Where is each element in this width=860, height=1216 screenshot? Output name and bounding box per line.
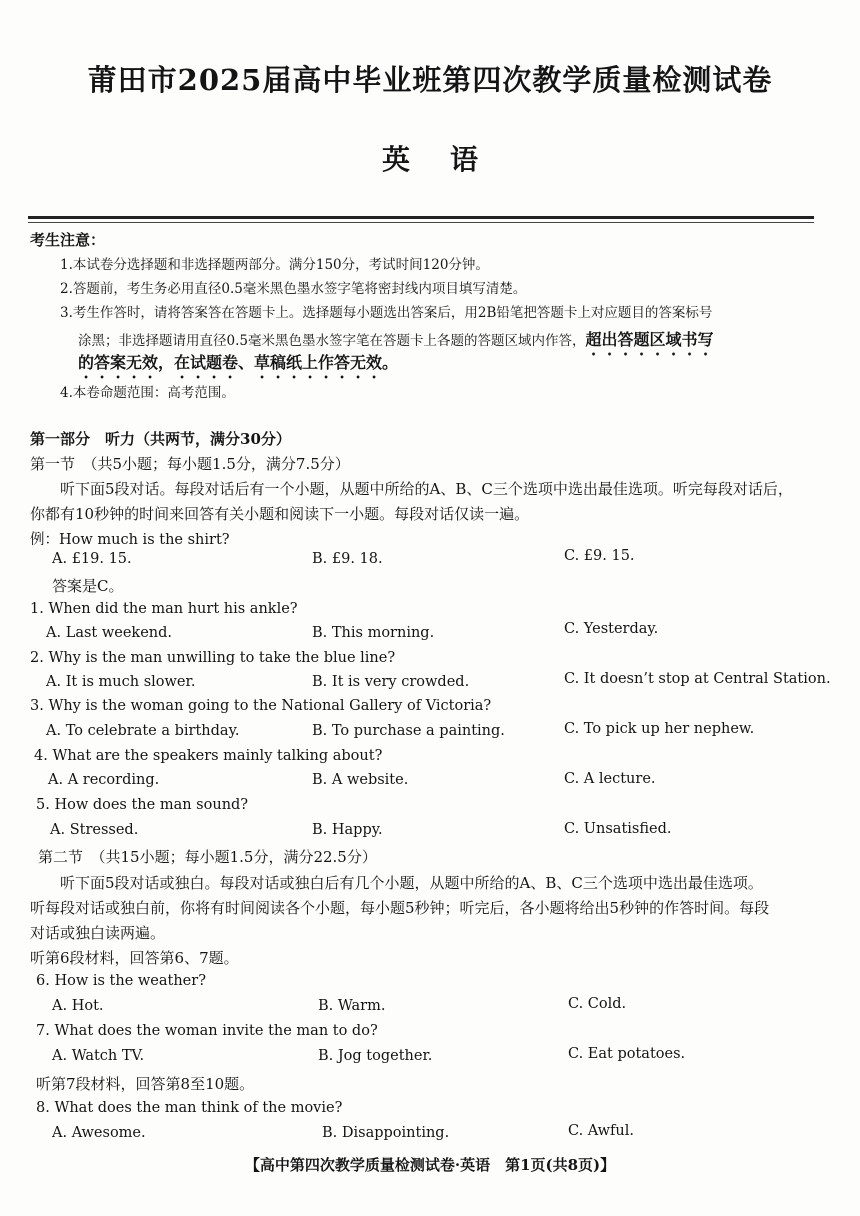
- q6-option-a: A. Hot.: [52, 998, 104, 1014]
- page-footer: 【高中第四次教学质量检测试卷·英语 第1页(共8页)】: [244, 1156, 616, 1174]
- section1-heading: 第一节 （共5小题；每小题1.5分，满分7.5分）: [30, 455, 350, 473]
- question-1: 1. When did the man hurt his ankle?: [30, 601, 298, 617]
- question-5: 5. How does the man sound?: [36, 797, 249, 813]
- notice-item-3-line-3: 的答案无效，在试题卷、草稿纸上作答无效。: [78, 353, 399, 372]
- q2-option-b: B. It is very crowded.: [312, 674, 470, 690]
- question-8: 8. What does the man think of the movie?: [36, 1100, 343, 1116]
- example-answer: 答案是C。: [52, 577, 124, 595]
- question-3: 3. Why is the woman going to the National Gallery of Victoria?: [30, 698, 492, 714]
- header-divider: [28, 216, 814, 219]
- section1-instructions-1: 听下面5段对话。每段对话后有一个小题，从题中所给的A、B、C三个选项中选出最佳选项。听完每段对话后，: [60, 480, 793, 498]
- q3-option-b: B. To purchase a painting.: [312, 723, 505, 739]
- question-7: 7. What does the woman invite the man to do?: [36, 1023, 378, 1039]
- q7-option-c: C. Eat potatoes.: [568, 1046, 686, 1062]
- q4-option-c: C. A lecture.: [564, 771, 656, 787]
- q8-option-b: B. Disappointing.: [322, 1125, 450, 1141]
- notice-item-3-emphasis: 超出答题区域书写: [585, 330, 714, 349]
- example-question: 例：How much is the shirt?: [30, 532, 230, 548]
- section2-heading: 第二节 （共15小题；每小题1.5分，满分22.5分）: [38, 848, 377, 866]
- q3-option-c: C. To pick up her nephew.: [564, 721, 755, 737]
- question-4: 4. What are the speakers mainly talking about?: [34, 748, 383, 764]
- q1-option-b: B. This morning.: [312, 625, 435, 641]
- q4-option-b: B. A website.: [312, 772, 409, 788]
- notice-heading: 考生注意：: [30, 231, 106, 249]
- q6-option-b: B. Warm.: [318, 998, 386, 1014]
- notice-item-3-plain: 涂黑；非选择题请用直径0.5毫米黑色墨水签字笔在答题卡上各题的答题区域内作答，: [78, 333, 586, 349]
- q1-option-a: A. Last weekend.: [46, 625, 173, 641]
- notice-item-4: 4.本卷命题范围：高考范围。: [60, 385, 235, 401]
- q5-option-a: A. Stressed.: [50, 822, 139, 838]
- section1-instructions-2: 你都有10秒钟的时间来回答有关小题和阅读下一小题。每段对话仅读一遍。: [30, 505, 530, 523]
- q6-option-c: C. Cold.: [568, 996, 627, 1012]
- q2-option-c: C. It doesn’t stop at Central Station.: [564, 671, 831, 687]
- notice-item-1: 1.本试卷分选择题和非选择题两部分。满分150分，考试时间120分钟。: [60, 257, 489, 273]
- exam-title: 莆田市2025届高中毕业班第四次教学质量检测试卷: [87, 63, 773, 97]
- section2-instructions-2: 听每段对话或独白前，你将有时间阅读各个小题，每小题5秒钟；听完后，各小题将给出5秒钟的作答时间。每段: [30, 899, 770, 917]
- header-divider-thin: [28, 222, 814, 223]
- q8-option-c: C. Awful.: [568, 1123, 634, 1139]
- q5-option-c: C. Unsatisfied.: [564, 821, 672, 837]
- example-option-c: C. £9. 15.: [564, 548, 635, 564]
- section2-instructions-3: 对话或独白读两遍。: [30, 924, 166, 942]
- subject-title: 英语: [381, 143, 518, 176]
- q4-option-a: A. A recording.: [48, 772, 160, 788]
- question-2: 2. Why is the man unwilling to take the blue line?: [30, 650, 396, 666]
- group-7-heading: 听第7段材料，回答第8至10题。: [36, 1075, 255, 1093]
- notice-item-2: 2.答题前，考生务必用直径0.5毫米黑色墨水签字笔将密封线内项目填写清楚。: [60, 281, 527, 297]
- q2-option-a: A. It is much slower.: [46, 674, 196, 690]
- question-6: 6. How is the weather?: [36, 973, 206, 989]
- q8-option-a: A. Awesome.: [52, 1125, 146, 1141]
- example-option-a: A. £19. 15.: [52, 551, 132, 567]
- q5-option-b: B. Happy.: [312, 822, 383, 838]
- q3-option-a: A. To celebrate a birthday.: [46, 723, 240, 739]
- group-6-heading: 听第6段材料，回答第6、7题。: [30, 949, 239, 967]
- q7-option-a: A. Watch TV.: [52, 1048, 145, 1064]
- notice-item-3-line-1: 3.考生作答时，请将答案答在答题卡上。选择题每小题选出答案后，用2B铅笔把答题卡上对应题目的答案标号: [60, 305, 713, 321]
- section2-instructions-1: 听下面5段对话或独白。每段对话或独白后有几个小题，从题中所给的A、B、C三个选项中选出最佳选项。: [60, 874, 763, 892]
- part1-heading: 第一部分 听力（共两节，满分30分）: [30, 430, 291, 448]
- q1-option-c: C. Yesterday.: [564, 621, 659, 637]
- example-option-b: B. £9. 18.: [312, 551, 383, 567]
- q7-option-b: B. Jog together.: [318, 1048, 433, 1064]
